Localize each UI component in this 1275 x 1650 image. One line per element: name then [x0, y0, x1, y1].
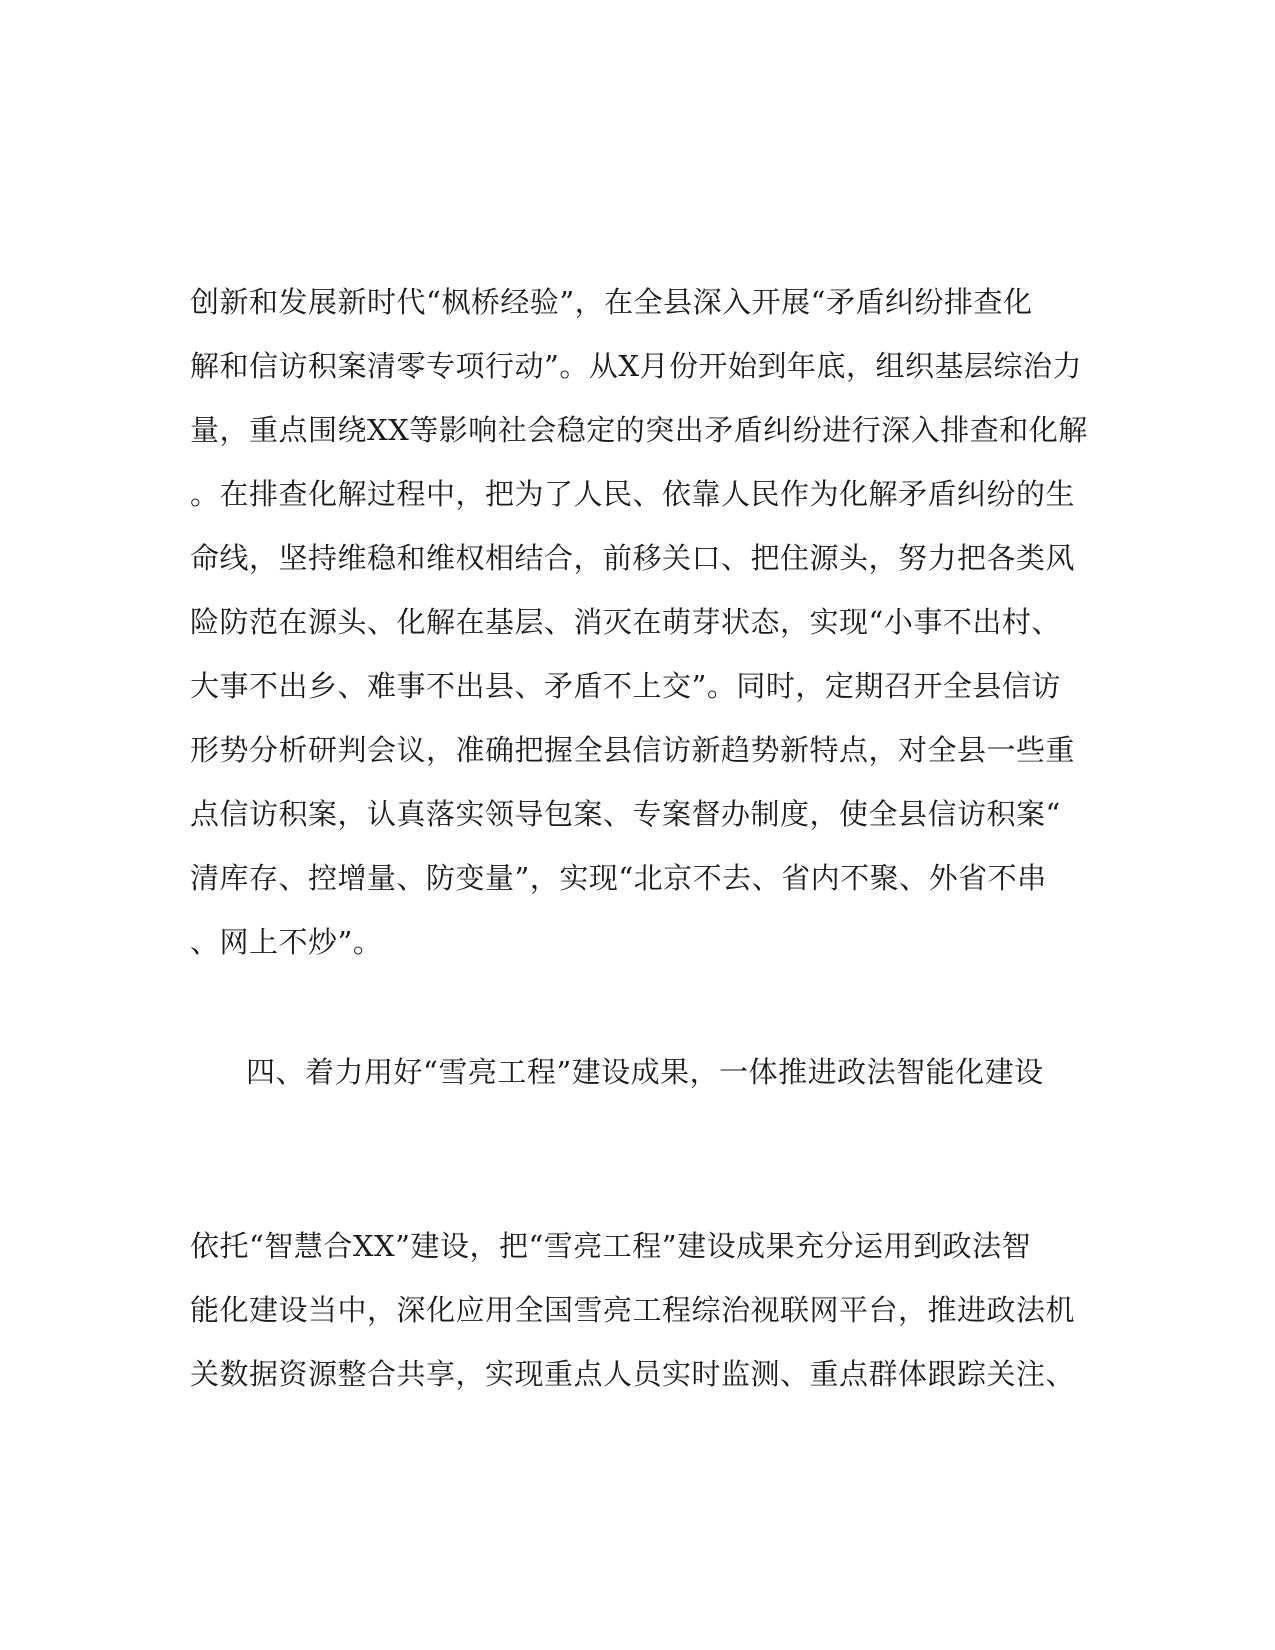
paragraph-line: 、网上不炒”。 — [190, 925, 383, 959]
paragraph-line: 关数据资源整合共享，实现重点人员实时监测、重点群体跟踪关注、 — [190, 1357, 1076, 1391]
paragraph-line: 量，重点围绕XX等影响社会稳定的突出矛盾纠纷进行深入排查和化解 — [190, 413, 1088, 447]
paragraph-line: 创新和发展新时代“枫桥经验”，在全县深入开展“矛盾纠纷排查化 — [190, 285, 1033, 319]
paragraph-line: 。在排查化解过程中，把为了人民、依靠人民作为化解矛盾纠纷的生 — [190, 477, 1076, 511]
paragraph-line: 大事不出乡、难事不出县、矛盾不上交”。同时，定期召开全县信访 — [190, 669, 1061, 703]
paragraph-line: 清库存、控增量、防变量”，实现“北京不去、省内不聚、外省不串 — [190, 861, 1047, 895]
paragraph-line: 点信访积案，认真落实领导包案、专案督办制度，使全县信访积案“ — [190, 797, 1061, 831]
section-heading: 四、着力用好“雪亮工程”建设成果，一体推进政法智能化建设 — [246, 1055, 1044, 1089]
paragraph-line: 形势分析研判会议，准确把握全县信访新趋势新特点，对全县一些重 — [190, 733, 1076, 767]
paragraph-line: 险防范在源头、化解在基层、消灭在萌芽状态，实现“小事不出村、 — [190, 605, 1061, 639]
paragraph-line: 依托“智慧合XX”建设，把“雪亮工程”建设成果充分运用到政法智 — [190, 1229, 1032, 1263]
paragraph-line: 解和信访积案清零专项行动”。从X月份开始到年底，组织基层综治力 — [190, 349, 1082, 383]
paragraph-line: 能化建设当中，深化应用全国雪亮工程综治视联网平台，推进政法机 — [190, 1293, 1076, 1327]
paragraph-line: 命线，坚持维稳和维权相结合，前移关口、把住源头，努力把各类风 — [190, 541, 1076, 575]
